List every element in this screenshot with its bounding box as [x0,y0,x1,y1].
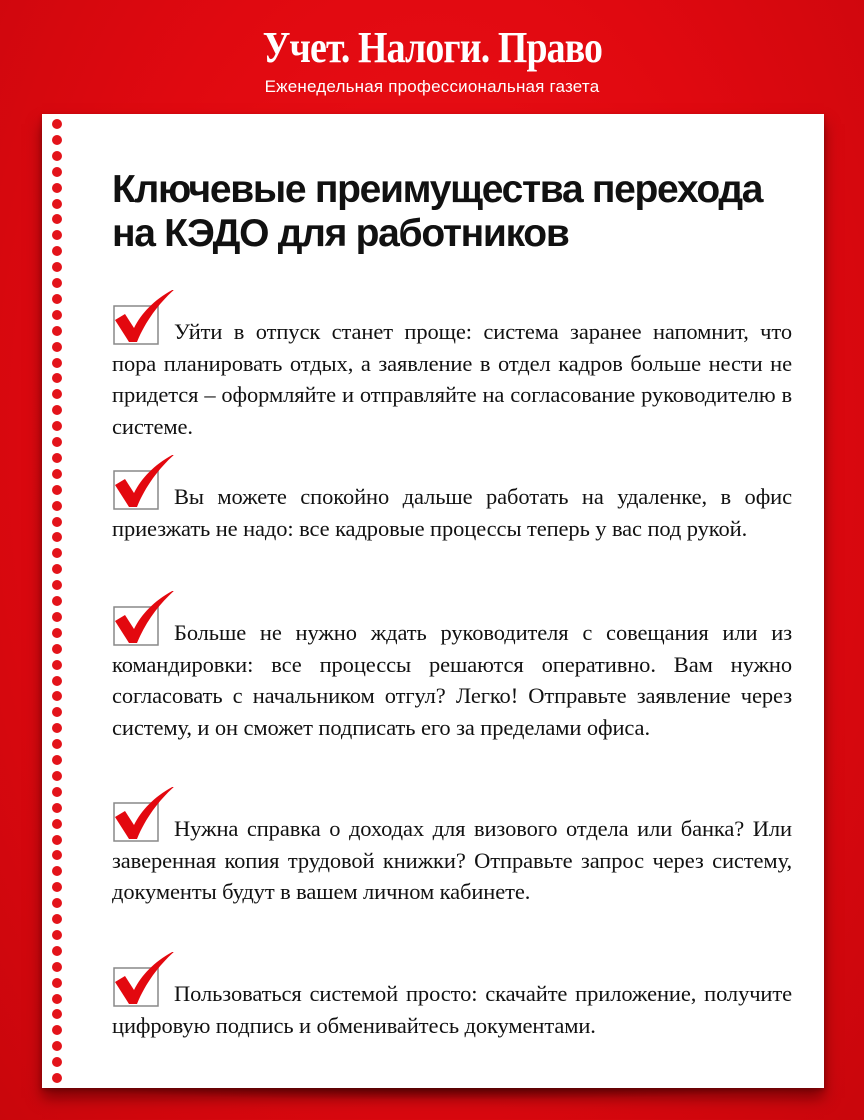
binding-dot [52,994,62,1004]
binding-dot [52,755,62,765]
binding-dot [52,676,62,686]
binding-dot [52,803,62,813]
sheet-shadow [55,1086,811,1100]
binding-dot [52,405,62,415]
benefit-text: Вы можете спокойно дальше работать на удаленке, в офис приезжать не надо: все кадровые процессы теперь у вас под рукой. [112,484,792,541]
benefit-item-1 [112,290,792,442]
binding-dots [50,119,64,1085]
binding-dot [52,1009,62,1019]
page-title: Ключевые преимущества перехода на КЭДО для работников [112,168,763,255]
binding-dot [52,835,62,845]
binding-dot [52,246,62,256]
benefit-text: Уйти в отпуск станет проще: система заранее напомнит, что пора планировать отдых, а заявление в отдел кадров больше нести не придется – оформляйте и отправляйте на согласование руководителю в системе. [112,319,792,439]
binding-dot [52,230,62,240]
binding-dot [52,532,62,542]
binding-dot [52,707,62,717]
binding-dot [52,119,62,129]
binding-dot [52,644,62,654]
binding-dot [52,421,62,431]
binding-dot [52,342,62,352]
binding-dot [52,294,62,304]
binding-dot [52,1073,62,1083]
binding-dot [52,151,62,161]
benefit-item-3 [112,591,792,743]
binding-dot [52,723,62,733]
benefit-item-4 [112,787,792,908]
binding-dot [52,548,62,558]
binding-dot [52,978,62,988]
binding-dot [52,326,62,336]
binding-dot [52,866,62,876]
benefit-text: Больше не нужно ждать руководителя с совещания или из командировки: все процессы решаются оперативно. Вам нужно согласовать с начальником отгул? Легко! Отправьте заявление через систему, и он сможет подписать его за пределами офиса. [112,620,792,740]
binding-dot [52,373,62,383]
benefit-text: Нужна справка о доходах для визового отдела или банка? Или заверенная копия трудовой книжки? Отправьте запрос через систему, документы будут в вашем личном кабинете. [112,816,792,904]
binding-dot [52,739,62,749]
binding-dot [52,310,62,320]
binding-dot [52,660,62,670]
binding-dot [52,167,62,177]
binding-dot [52,962,62,972]
binding-dot [52,1057,62,1067]
binding-dot [52,278,62,288]
binding-dot [52,469,62,479]
binding-dot [52,501,62,511]
binding-dot [52,612,62,622]
binding-dot [52,787,62,797]
binding-dot [52,1041,62,1051]
binding-dot [52,628,62,638]
benefit-item-2 [112,455,792,544]
checkmark-in-box-icon [112,290,182,346]
binding-dot [52,898,62,908]
binding-dot [52,691,62,701]
binding-dot [52,437,62,447]
binding-dot [52,914,62,924]
binding-dot [52,819,62,829]
binding-dot [52,199,62,209]
checkmark-in-box-icon [112,787,182,843]
binding-dot [52,930,62,940]
binding-dot [52,564,62,574]
binding-dot [52,771,62,781]
binding-dot [52,850,62,860]
binding-dot [52,389,62,399]
binding-dot [52,596,62,606]
binding-dot [52,358,62,368]
binding-dot [52,453,62,463]
checkmark-in-box-icon [112,591,182,647]
binding-dot [52,183,62,193]
binding-dot [52,214,62,224]
binding-dot [52,485,62,495]
binding-dot [52,580,62,590]
benefit-text: Пользоваться системой просто: скачайте приложение, получите цифровую подпись и обменивайтесь документами. [112,981,792,1038]
benefit-item-5 [112,952,792,1041]
binding-dot [52,135,62,145]
newspaper-logo: Учет. Налоги. Право [262,23,602,72]
checkmark-in-box-icon [112,455,182,511]
binding-dot [52,1025,62,1035]
newspaper-tagline: Еженедельная профессиональная газета [264,77,600,96]
binding-dot [52,882,62,892]
checkmark-in-box-icon [112,952,182,1008]
masthead [0,22,864,98]
binding-dot [52,517,62,527]
binding-dot [52,946,62,956]
binding-dot [52,262,62,272]
